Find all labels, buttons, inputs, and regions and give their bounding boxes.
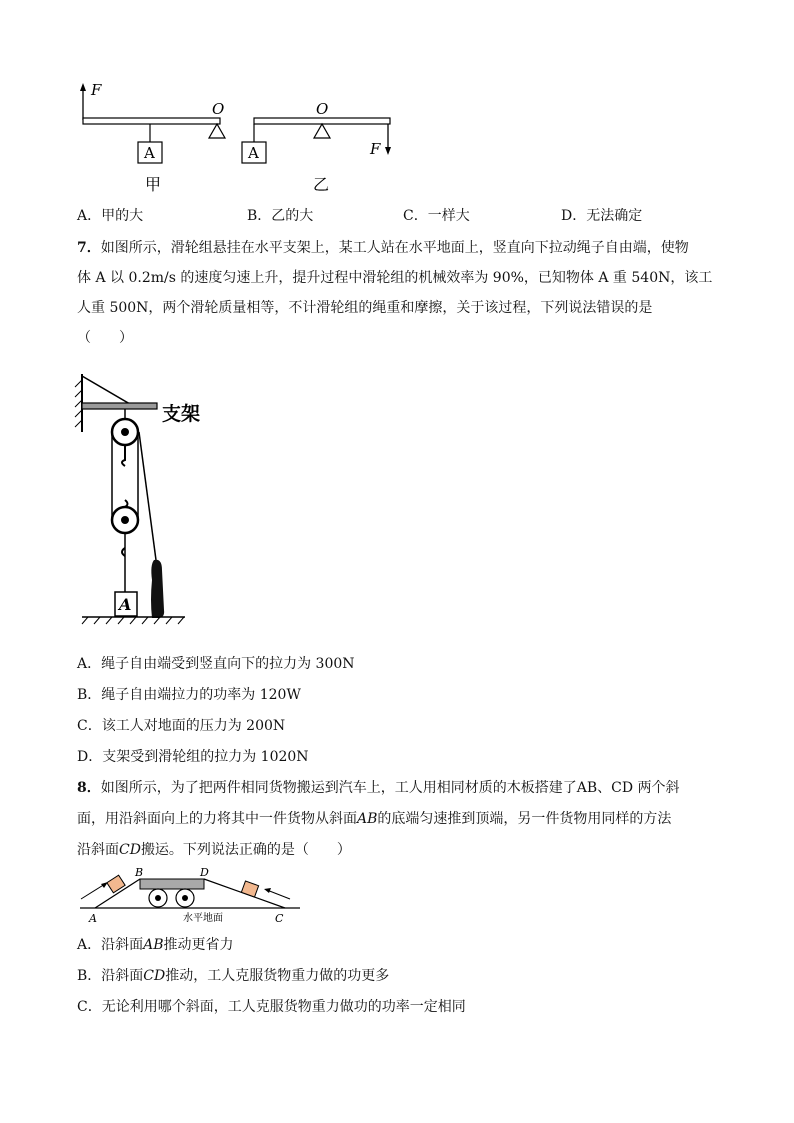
stem-text: 如图所示，滑轮组悬挂在水平支架上，某工人站在水平地面上，竖直向下拉动绳子自由端，使物 xyxy=(100,240,689,256)
lever-bar-left xyxy=(83,118,220,124)
label-c: C xyxy=(275,912,284,925)
option-key: A． xyxy=(77,208,102,224)
pulley-figure xyxy=(70,370,220,630)
pulley-block-label: A xyxy=(119,595,132,614)
question-number: 8． xyxy=(77,780,101,796)
label-a: A xyxy=(89,912,97,925)
lever-figure xyxy=(70,80,410,195)
force-label-right: F xyxy=(370,140,381,158)
q6-option-a xyxy=(77,206,143,226)
option-symbol: AB xyxy=(143,937,164,953)
pivot-label-right: O xyxy=(316,100,329,118)
arrow-head-left xyxy=(80,83,86,91)
free-rope xyxy=(139,432,156,560)
option-key: C． xyxy=(403,208,428,224)
q6-option-b xyxy=(247,206,313,226)
ramp-figure xyxy=(75,866,305,928)
question-number: 7． xyxy=(77,240,101,256)
q7-stem-line-3: 人重 500N，两个滑轮质量相等，不计滑轮组的绳重和摩擦，关于该过程，下列说法错误的是 xyxy=(77,300,653,316)
option-key: B． xyxy=(247,208,272,224)
worker xyxy=(151,560,164,618)
fulcrum-right xyxy=(314,124,330,138)
option-text: 甲的大 xyxy=(101,208,144,224)
option-symbol: CD xyxy=(143,968,166,984)
q6-option-c xyxy=(403,206,470,226)
block-label-left: A xyxy=(144,144,155,162)
q7-answer-blank: （ ） xyxy=(77,330,133,346)
truck-bed xyxy=(140,879,204,889)
q8-option-b xyxy=(77,966,389,986)
stem-text: 如图所示，为了把两件相同货物搬运到汽车上，工人用相同材质的木板搭建了AB、CD 两个斜 xyxy=(100,780,680,796)
option-text: 推动更省力 xyxy=(163,937,234,953)
q8-option-c: C．无论利用哪个斜面，工人克服货物重力做功的功率一定相同 xyxy=(77,999,466,1015)
brace xyxy=(82,376,130,404)
force-label-left: F xyxy=(91,81,102,99)
option-text: A．沿斜面 xyxy=(77,937,144,953)
stem-text: 沿斜面 xyxy=(77,842,119,858)
q7-option-c: C．该工人对地面的压力为 200N xyxy=(77,718,286,734)
q8-option-a xyxy=(77,935,234,955)
label-b: B xyxy=(135,866,144,879)
bracket-bar xyxy=(82,403,157,409)
q7-option-d: D．支架受到滑轮组的拉力为 1020N xyxy=(77,749,309,765)
option-key: D． xyxy=(561,208,587,224)
q6-option-d xyxy=(561,206,642,226)
stem-symbol: AB xyxy=(357,811,378,827)
option-text: 一样大 xyxy=(427,208,470,224)
bracket-label: 支架 xyxy=(162,403,201,425)
ground-label: 水平地面 xyxy=(183,913,223,924)
stem-symbol: CD xyxy=(119,842,141,858)
option-text: 推动，工人克服货物重力做的功更多 xyxy=(165,968,390,984)
q8-stem-line-3 xyxy=(77,840,351,860)
option-text: B．沿斜面 xyxy=(77,968,144,984)
q8-stem-line-2 xyxy=(77,809,671,829)
arrow-head-right xyxy=(385,147,391,155)
block-label-right: A xyxy=(248,144,259,162)
q7-option-a: A．绳子自由端受到竖直向下的拉力为 300N xyxy=(77,656,355,672)
q8-stem-line-1 xyxy=(77,778,680,798)
stem-text: 的底端匀速推到顶端，另一件货物用同样的方法 xyxy=(377,811,672,827)
q7-stem-line-1 xyxy=(77,238,689,258)
caption-left: 甲 xyxy=(145,175,162,194)
pivot-label-left: O xyxy=(212,100,225,118)
q7-stem-line-2: 体 A 以 0.2m/s 的速度匀速上升，提升过程中滑轮组的机械效率为 90%，已知物体 A 重 540N，该工 xyxy=(77,270,713,286)
option-text: 无法确定 xyxy=(586,208,643,224)
caption-right: 乙 xyxy=(313,175,330,194)
label-d: D xyxy=(200,866,209,879)
cargo-right xyxy=(241,881,258,897)
stem-text: 搬运。下列说法正确的是（ ） xyxy=(140,842,351,858)
option-text: 乙的大 xyxy=(271,208,314,224)
q7-option-b: B．绳子自由端拉力的功率为 120W xyxy=(77,687,301,703)
fulcrum-left xyxy=(209,124,225,138)
stem-text: 面，用沿斜面向上的力将其中一件货物从斜面 xyxy=(77,811,357,827)
